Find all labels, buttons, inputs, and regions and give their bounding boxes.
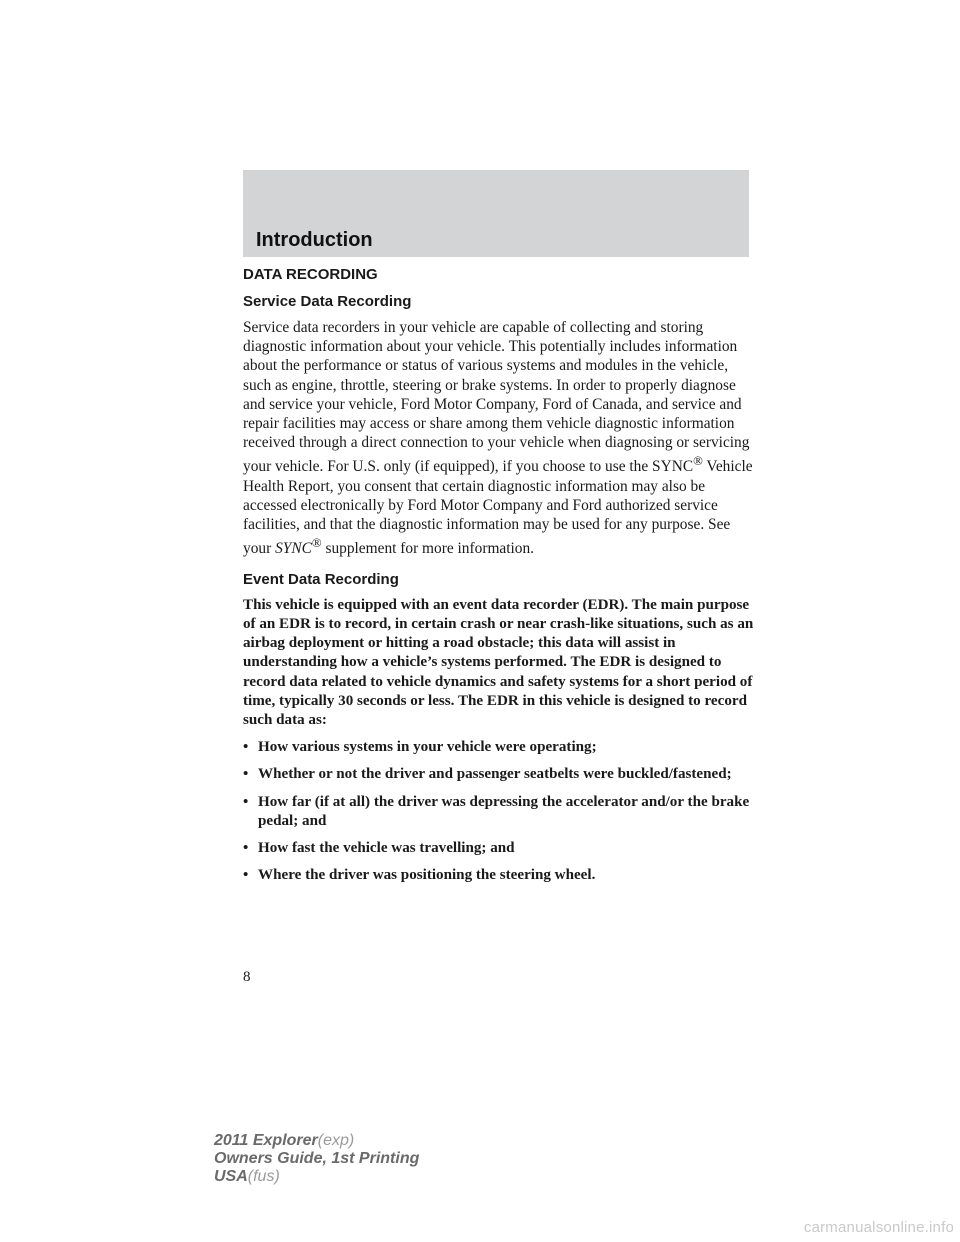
heading-event-data-recording: Event Data Recording (243, 570, 399, 588)
registered-mark: ® (311, 536, 322, 551)
bullet-icon: • (243, 739, 249, 756)
edr-data-list (243, 738, 758, 885)
list-item: • How far (if at all) the driver was depressing the accelerator and/or the brake pedal; and (243, 793, 750, 829)
service-data-paragraph: Service data recorders in your vehicle are capable of collecting and storing diagnostic information about your vehicle. This potentially includes information about the performance or status of various systems and modules in the vehicle, such as engine, throttle, steering or brake systems. In order to properly diagnose and service your vehicle, Ford Motor Company, Ford of Canada, and service and repair facilities may access or share among them vehicle diagnostic information received through a direct connection to your vehicle when diagnosing or servicing your vehicle. For U.S. only (if equipped), if you choose to use the SYNC® Vehicle Health Report, you consent that certain diagnostic information may also be accessed electronically by Ford Motor Company and Ford authorized service facilities, and that the diagnostic information may be used for any purpose. See your SYNC® supplement for more information. (243, 319, 753, 558)
registered-mark: ® (693, 454, 703, 469)
sync-italic: SYNC (275, 540, 312, 558)
heading-data-recording: DATA RECORDING (243, 266, 378, 283)
list-item: • How various systems in your vehicle were operating; (243, 738, 758, 757)
list-item: • Where the driver was positioning the steering wheel. (243, 866, 758, 885)
watermark-link[interactable]: carmanualsonline.info (803, 1219, 954, 1236)
bullet-icon: • (243, 793, 249, 810)
bullet-icon: • (243, 766, 249, 783)
bullet-icon: • (243, 839, 249, 856)
event-data-paragraph: This vehicle is equipped with an event data recorder (EDR). The main purpose of an EDR is to record, in certain crash or near crash-like situations, such as an airbag deployment or hitting a road obstacle; this data will assist in understanding how a vehicle’s systems performed. The EDR is designed to record data related to vehicle dynamics and safety systems for a short period of time, typically 30 seconds or less. The EDR in this vehicle is designed to record such data as: (243, 596, 754, 728)
print-footer: 2011 Explorer(exp) Owners Guide, 1st Printing USA(fus) (214, 1132, 420, 1185)
page-content (243, 266, 758, 893)
section-title: Introduction (256, 229, 373, 251)
bullet-icon: • (243, 867, 249, 884)
page-number: 8 (243, 969, 251, 985)
list-item: • Whether or not the driver and passenger seatbelts were buckled/fastened; (243, 765, 758, 784)
heading-service-data-recording: Service Data Recording (243, 293, 412, 310)
list-item: • How fast the vehicle was travelling; and (243, 839, 758, 858)
